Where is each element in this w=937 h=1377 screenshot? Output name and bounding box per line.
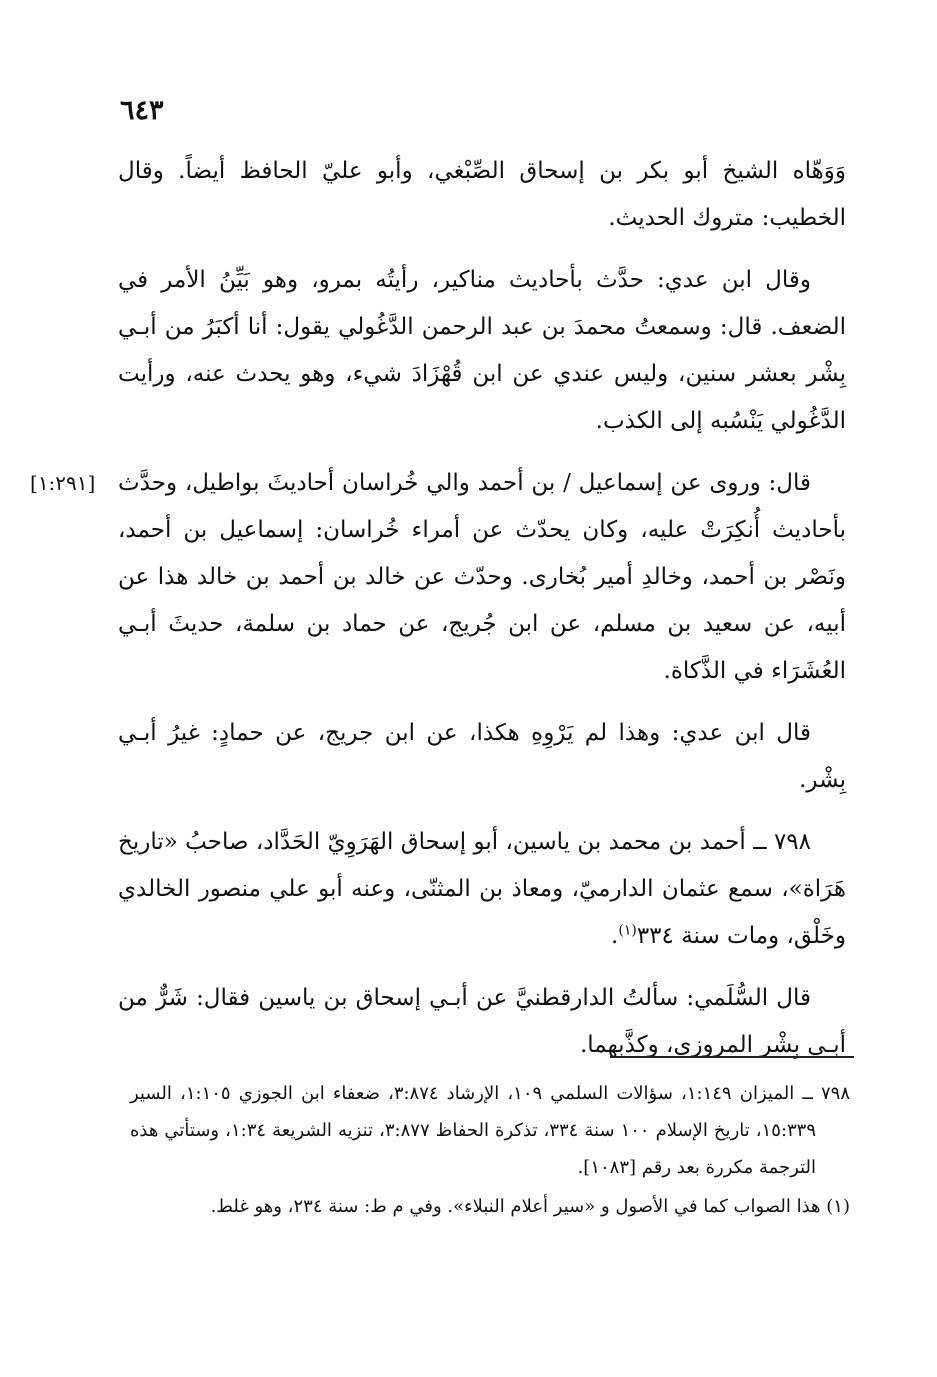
- paragraph-end: .: [611, 923, 619, 949]
- footnote-marker: (١): [618, 922, 637, 939]
- paragraph-text: قال: وروى عن إسماعيل / بن أحمد والي خُراسان أحاديثَ بواطيل، وحدَّث بأحاديث أُنكِرَتْ عليه، وكان يحدّث عن أمراء خُراسان: إسماعيل بن أحمد، ونَصْر بن أحمد، وخالدِ أمير بُخارى. وحدّث عن خالد بن أحمد بن خالد هذا عن أبيه، عن سعيد بن مسلم، عن ابن جُريج، عن حماد بن سلمة، حديثَ أبـي العُشَرَاء في الذَّكاة.: [118, 470, 846, 684]
- margin-reference: [١:٢٩١]: [30, 471, 96, 495]
- footnote: (١) هذا الصواب كما في الأصول و «سير أعلام النبلاء». وفي م ط: سنة ٢٣٤، وهو غلط.: [210, 1196, 850, 1217]
- paragraph: وقال ابن عدي: حدَّث بأحاديث مناكير، رأيتُه بمرو، وهو بَيِّنُ الأمر في الضعف. قال: وسمعتُ محمدَ بن عبد الرحمن الدَّغُولي يقول: أنا أكبَرُ من أبـي بِشْر بعشر سنين، وليس عندي عن ابن قُهْزَادَ شيء، وهو يحدث عنه، ورأيت الدَّغُولي يَنْسُبه إلى الكذب.: [118, 267, 846, 434]
- footnotes: [130, 1075, 850, 1227]
- footnote-divider: [610, 1056, 854, 1058]
- paragraph-with-margin-ref: [30, 460, 846, 695]
- page-number: ٦٤٣: [120, 95, 164, 126]
- paragraph: وَوَهّاه الشيخ أبو بكر بن إسحاق الصِّبْغي، وأبو عليّ الحافظ أيضاً. وقال الخطيب: متروك الحديث.: [118, 158, 846, 231]
- entry-paragraph: [118, 819, 846, 960]
- paragraph: قال ابن عدي: وهذا لم يَرْوِهِ هكذا، عن ابن جريج، عن حمادٍ: غيرُ أبـي بِشْر.: [118, 720, 846, 793]
- main-text: [30, 148, 846, 1084]
- paragraph: قال السُّلَمي: سألتُ الدارقطنيَّ عن أبـي إسحاق بن ياسين فقال: شَرٌّ من أبـي بِشْر المروزي، وكذَّبهما.: [118, 985, 846, 1058]
- footnote: ٧٩٨ ــ الميزان ١:١٤٩، سؤالات السلمي ١٠٩، الإرشاد ٣:٨٧٤، ضعفاء ابن الجوزي ١:١٠٥، السير ١٥:٣٣٩، تاريخ الإسلام ١٠٠ سنة ٣٣٤، تذكرة الحفاظ ٣:٨٧٧، تنزيه الشريعة ١:٣٤، وستأتي هذه الترجمة مكررة بعد رقم [١٠٨٣].: [130, 1083, 851, 1178]
- paragraph-text: ٧٩٨ ــ أحمد بن محمد بن ياسين، أبو إسحاق الهَرَوِيّ الحَدَّاد، صاحبُ «تاريخ هَرَاة»، سمع عثمان الدارميّ، ومعاذ بن المثنّى، وعنه أبو علي منصور الخالدي وخَلْق، ومات سنة ٣٣٤: [118, 829, 846, 949]
